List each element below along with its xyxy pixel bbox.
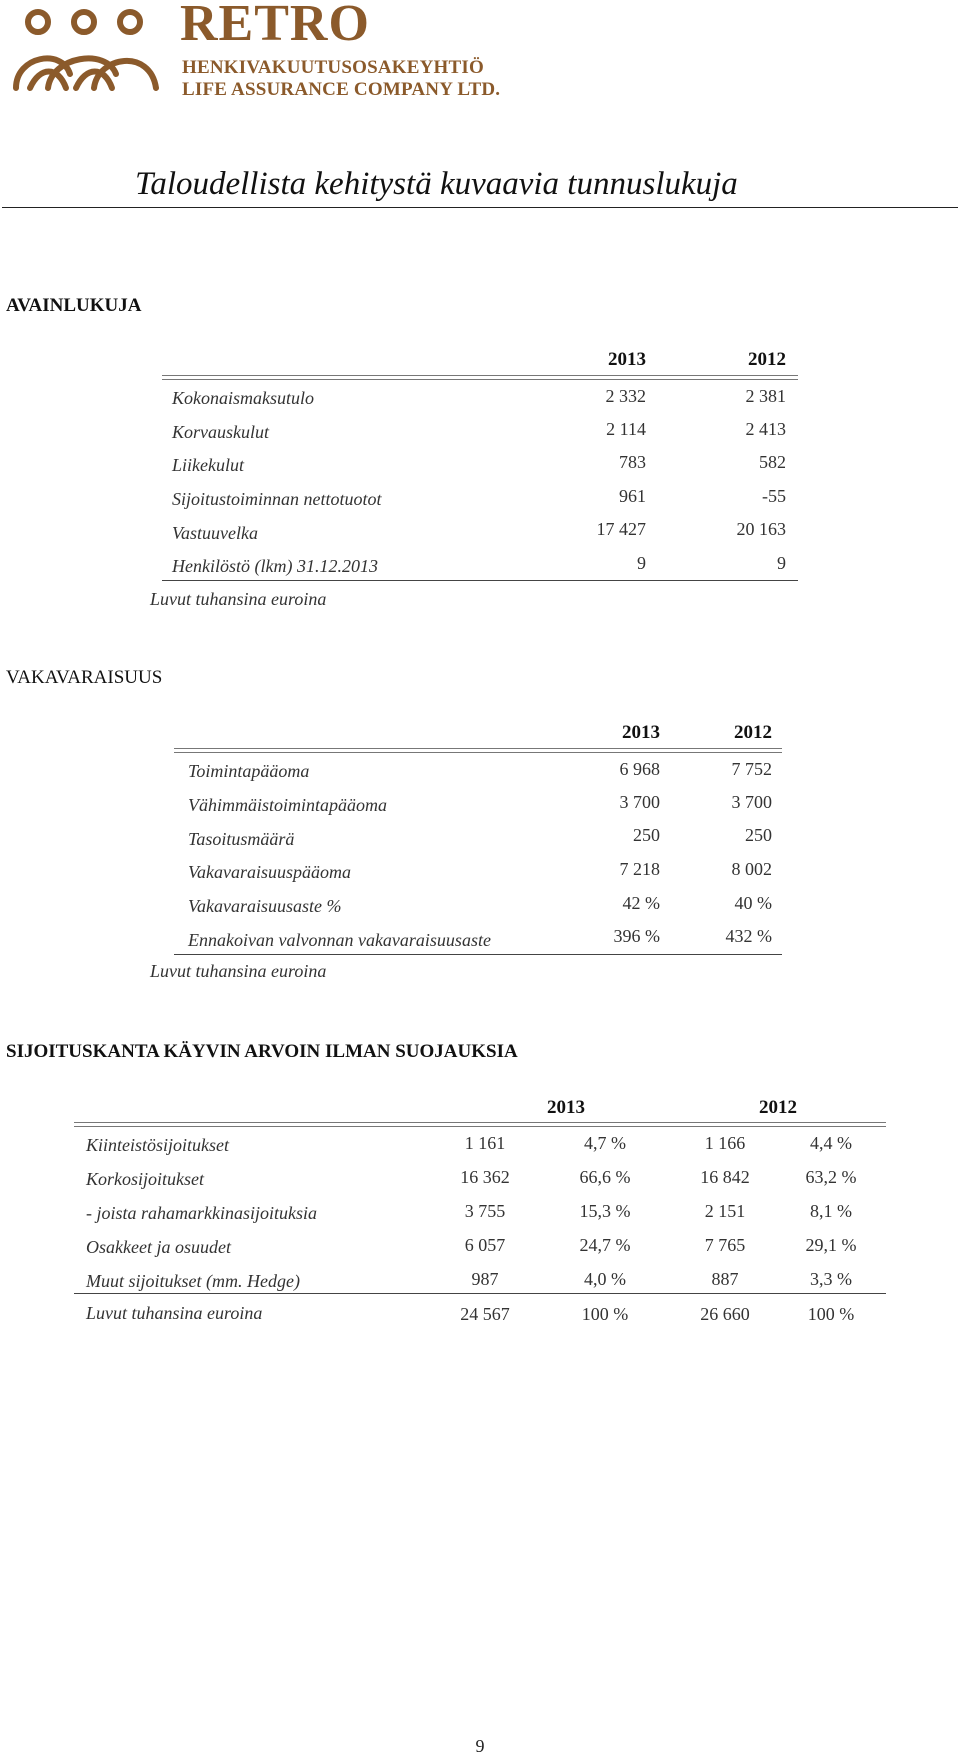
share-2012: 4,4 % <box>810 1133 852 1153</box>
brand-name: RETRO <box>180 0 370 52</box>
row-label: Vakavaraisuusaste % <box>188 896 342 916</box>
units-note: Luvut tuhansina euroina <box>150 961 327 981</box>
value-2012: 2 381 <box>745 386 786 406</box>
value-2012: 250 <box>745 825 772 845</box>
share-2013: 4,0 % <box>584 1269 626 1289</box>
amount-2012: 16 842 <box>700 1167 750 1187</box>
section-heading: VAKAVARAISUUS <box>6 667 163 688</box>
row-label: Kokonaismaksutulo <box>172 388 314 408</box>
value-2013: 17 427 <box>596 519 646 539</box>
row-label: Ennakoivan valvonnan vakavaraisuusaste <box>188 930 491 950</box>
value-2013: 42 % <box>622 893 660 913</box>
row-label: Henkilöstö (lkm) 31.12.2013 <box>172 556 378 576</box>
year-header-2012: 2012 <box>748 349 786 370</box>
amount-2013: 987 <box>471 1269 499 1289</box>
amount-2012: 2 151 <box>704 1201 746 1221</box>
amount-2012: 887 <box>711 1269 739 1289</box>
value-2013: 6 968 <box>619 759 660 779</box>
amount-2013: 6 057 <box>464 1235 506 1255</box>
total-share-2012: 100 % <box>807 1304 855 1324</box>
share-2012: 8,1 % <box>810 1201 852 1221</box>
brand-subtitle-en: LIFE ASSURANCE COMPANY LTD. <box>182 79 501 100</box>
table-bottom-rule <box>174 954 782 955</box>
value-2013: 9 <box>637 553 646 573</box>
value-2012: 432 % <box>725 926 772 946</box>
page-number: 9 <box>475 1736 485 1756</box>
section-heading: SIJOITUSKANTA KÄYVIN ARVOIN ILMAN SUOJAUKSIA <box>6 1041 518 1062</box>
value-2013: 783 <box>619 452 646 472</box>
amount-2013: 16 362 <box>460 1167 510 1187</box>
retro-logo-icon <box>10 4 160 96</box>
share-2013: 66,6 % <box>579 1167 631 1187</box>
year-header-2012: 2012 <box>759 1097 797 1118</box>
share-2012: 63,2 % <box>805 1167 857 1187</box>
units-note: Luvut tuhansina euroina <box>86 1303 263 1323</box>
value-2013: 3 700 <box>619 792 660 812</box>
section-heading: AVAINLUKUJA <box>6 295 142 316</box>
row-label: Vähimmäistoimintapääoma <box>188 795 388 815</box>
value-2013: 961 <box>619 486 646 506</box>
value-2012: 3 700 <box>731 792 772 812</box>
table-bottom-rule <box>162 580 798 581</box>
total-amount-2012: 26 660 <box>700 1304 750 1324</box>
value-2012: 2 413 <box>745 419 786 439</box>
brand-subtitle-fi: HENKIVAKUUTUSOSAKEYHTIÖ <box>182 57 484 78</box>
value-2012: 8 002 <box>731 859 772 879</box>
share-2013: 15,3 % <box>579 1201 631 1221</box>
row-label: - joista rahamarkkinasijoituksia <box>86 1203 317 1223</box>
share-2013: 24,7 % <box>579 1235 631 1255</box>
value-2012: 9 <box>777 553 786 573</box>
row-label: Sijoitustoiminnan nettotuotot <box>172 489 382 509</box>
units-note: Luvut tuhansina euroina <box>150 589 327 609</box>
year-header-2013: 2013 <box>608 349 646 370</box>
year-header-2012: 2012 <box>734 722 772 743</box>
row-label: Vakavaraisuuspääoma <box>188 862 351 882</box>
value-2012: -55 <box>762 486 786 506</box>
value-2012: 582 <box>759 452 786 472</box>
row-label: Muut sijoitukset (mm. Hedge) <box>86 1271 300 1291</box>
value-2012: 20 163 <box>736 519 786 539</box>
value-2013: 2 114 <box>606 419 646 439</box>
row-label: Korkosijoitukset <box>86 1169 204 1189</box>
share-2012: 29,1 % <box>805 1235 857 1255</box>
row-label: Liikekulut <box>172 455 244 475</box>
header-rule <box>74 1122 886 1127</box>
value-2013: 250 <box>633 825 660 845</box>
value-2013: 396 % <box>613 926 660 946</box>
title-divider <box>2 207 958 208</box>
year-header-2013: 2013 <box>622 722 660 743</box>
value-2012: 7 752 <box>731 759 772 779</box>
row-label: Vastuuvelka <box>172 523 258 543</box>
share-2013: 4,7 % <box>584 1133 626 1153</box>
year-header-2013: 2013 <box>547 1097 585 1118</box>
page-title: Taloudellista kehitystä kuvaavia tunnuslukuja <box>135 166 738 202</box>
amount-2012: 1 166 <box>704 1133 746 1153</box>
value-2013: 2 332 <box>605 386 646 406</box>
row-label: Korvauskulut <box>172 422 269 442</box>
value-2012: 40 % <box>734 893 772 913</box>
total-share-2013: 100 % <box>581 1304 629 1324</box>
value-2013: 7 218 <box>619 859 660 879</box>
row-label: Kiinteistösijoitukset <box>86 1135 229 1155</box>
amount-2013: 1 161 <box>464 1133 506 1153</box>
row-label: Toimintapääoma <box>188 761 310 781</box>
row-label: Osakkeet ja osuudet <box>86 1237 231 1257</box>
row-label: Tasoitusmäärä <box>188 829 295 849</box>
total-amount-2013: 24 567 <box>460 1304 510 1324</box>
amount-2012: 7 765 <box>704 1235 746 1255</box>
header-rule <box>174 748 782 753</box>
share-2012: 3,3 % <box>810 1269 852 1289</box>
table-bottom-rule <box>74 1293 886 1294</box>
amount-2013: 3 755 <box>464 1201 506 1221</box>
header-rule <box>162 375 798 380</box>
